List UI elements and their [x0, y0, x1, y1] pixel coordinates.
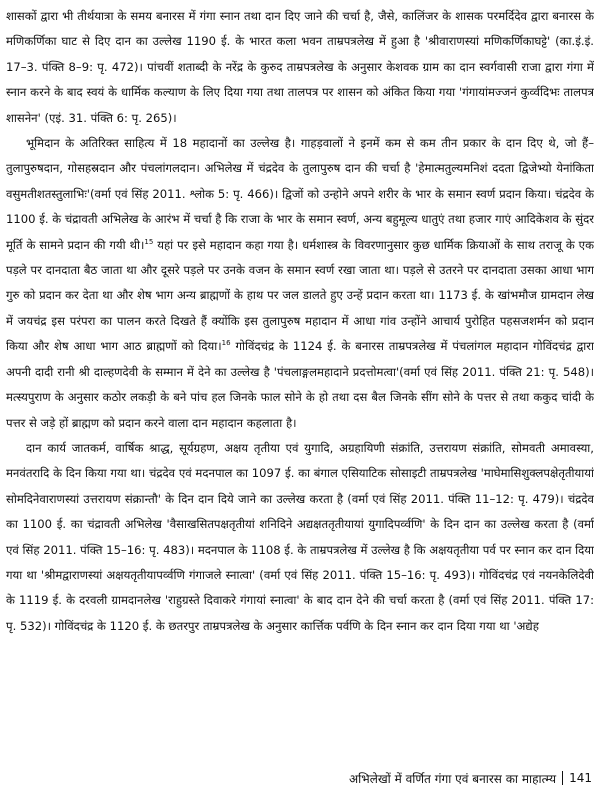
document-page	[6, 4, 594, 754]
paragraph-text: यहां पर इसे महादान कहा गया है। धर्मशास्त्र के विवरणानुसार कुछ धार्मिक क्रियाओं के साथ तराजू के एक पड़ले पर दानदाता बैठ जाता था और दूसरे पड़ले पर उनके वजन के समान स्वर्ण रखा जाता था। पड़ले से उतरने पर दानदाता उसका आधा भाग गुरु को प्रदान कर देता था और शेष भाग अन्य ब्राह्मणों के हाथ पर जल डालते हुए उन्हें प्रदान करता था। 1173 ई. के खांभमौज ग्रामदान लेख में जयचंद्र इस परंपरा का पालन करते दिखते हैं क्योंकि इस तुलापुरुष महादान में आधा गांव उन्होंने आचार्य पुरोहित पहसजशर्मन को प्रदान किया और शेष आधा भाग आठ ब्राह्मणों को दिया।	[6, 237, 594, 354]
running-title: अभिलेखों में वर्णित गंगा एवं बनारस का माहात्म्य	[349, 771, 557, 786]
footnote-marker: 15	[144, 237, 154, 246]
paragraph-mahadana	[6, 131, 594, 436]
paragraph-text: दान कार्य जातकर्म, वार्षिक श्राद्ध, सूर्यग्रहण, अक्षय तृतीया एवं युगादि, अग्रहायिणी संक्रांति, उत्तरायण संक्रांति, सोमवती अमावस्या, मनवंतरादि के दिन किया गया था। चंद्रदेव एवं मदनपाल का 1097 ई. का बंगाल एसियाटिक सोसाइटी ताम्रपत्रलेख 'माघेमासिशुक्लपक्षेतृतीयायां सोमदिनेवाराणस्यां उत्तरायण संक्रान्तौ' के दिन दान दिये जाने का उल्लेख करता है (वर्मा एवं सिंह 2011. पंक्ति 11–12: पृ. 479)। चंद्रदेव का 1100 ई. का चंद्रावती अभिलेख 'वैसाखसितपक्षतृतीयां शनिदिने अद्यक्षततृतीयायां युगादिपर्व्वणि' के दिन दान का उल्लेख करता है (वर्मा एवं सिंह 2011. पंक्ति 15–16: पृ. 483)। मदनपाल के 1108 ई. के ताम्रपत्रलेख में उल्लेख है कि अक्षयतृतीया पर्व पर स्नान कर दान दिया गया था 'श्रीमद्वाराणस्यां अक्षयतृतीयापर्व्वणि गंगाजले स्नात्वा' (वर्मा एवं सिंह 2011. पंक्ति 15–16: पृ. 493)। गोविंदचंद्र एवं नयनकेलिदेवी के 1119 ई. के दरवली ग्रामदानलेख 'राहुग्रस्ते दिवाकरे गंगायां स्नात्वा' के बाद दान देने की चर्चा करता है (वर्मा एवं सिंह 2011. पंक्ति 17: पृ. 532)। गोविंदचंद्र के 1120 ई. के छतरपुर ताम्रपत्रलेख के अनुसार कार्त्तिक पर्वणि के दिन स्नान कर दान दिया गया था 'अद्येह	[6, 440, 594, 633]
page-number: 141	[569, 771, 592, 785]
page-footer	[349, 764, 592, 792]
paragraph-text: गोविंदचंद्र के 1124 ई. के बनारस ताम्रपत्रलेख में पंचलांगल महादान गोविंदचंद्र द्वारा अपनी दादी रानी श्री दाल्हणदेवी के सम्मान में देने का उल्लेख है 'पंचलाङ्गलमहादाने प्रदत्तोमत्वा'(वर्मा एवं सिंह 2011. पंक्ति 21: पृ. 548)। मत्स्यपुराण के अनुसार कठोर लकड़ी के बने पांच हल जिनके फाल सोने के हो तथा दस बैल जिनके सींग सोने के पत्तर से तथा ककुद चांदी के पत्तर से जड़े हों ब्राह्मण को प्रदान करने वाला दान महादान कहलाता है।	[6, 339, 594, 430]
paragraph-text: भूमिदान के अतिरिक्त साहित्य में 18 महादानों का उल्लेख है। गाहड़वालों ने इनमें कम से कम तीन प्रकार के दान दिए थे, जो हैं– तुलापुरुषदान, गोसहस्रदान और पंचलांगलदान। अभिलेख में चंद्रदेव के तुलापुरुष दान की चर्चा है 'हेमात्मतुल्यमनिशं ददता द्विजेभ्यो येनांकिता वसुमतीशतस्तुलाभिः'(वर्मा एवं सिंह 2011. श्लोक 5: पृ. 466)। द्विजों को उन्होने अपने शरीर के भार के समान स्वर्ण प्रदान किया। चंद्रदेव के 1100 ई. के चंद्रावती अभिलेख के आरंभ में चर्चा है कि राजा के भार के समान स्वर्ण, अन्य बहुमूल्य धातुएं तथा हजार गाएं आदिकेशव के सुंदर मूर्ति के सामने प्रदान की गयी थी।	[6, 136, 594, 252]
paragraph-text: शासकों द्वारा भी तीर्थयात्रा के समय बनारस में गंगा स्नान तथा दान दिए जाने की चर्चा है, जैसे, कालिंजर के शासक परमर्दिदेव द्वारा बनारस के मणिकर्णिका घाट से दिए दान का उल्लेख 1190 ई. के भारत कला भवन ताम्रपत्रलेख में हुआ है 'श्रीवाराणस्यां मणिकर्णिकाघट्टे' (का.इं.इं. 17–3. पंक्ति 8–9: पृ. 472)। पांचवीं शताब्दी के नरेंद्र के कुरुद ताम्रपत्रलेख के अनुसार केशवक ग्राम का दान स्वर्गवासी राजा द्वारा गंगा में स्नान करने के बाद स्वयं के धार्मिक कल्याण के लिए दिया गया तथा तालपत्र पर शासन को अंकित किया गया 'गंगायांमज्जनं कुर्व्वदिभः तालपत्र शासनेन' (एइं. 31. पंक्ति 6: पृ. 265)।	[6, 9, 594, 125]
footnote-marker: 16	[221, 339, 231, 348]
paragraph-donation-occasions	[6, 436, 594, 639]
footer-divider	[562, 771, 563, 785]
paragraph-donation-by-rulers	[6, 4, 594, 131]
